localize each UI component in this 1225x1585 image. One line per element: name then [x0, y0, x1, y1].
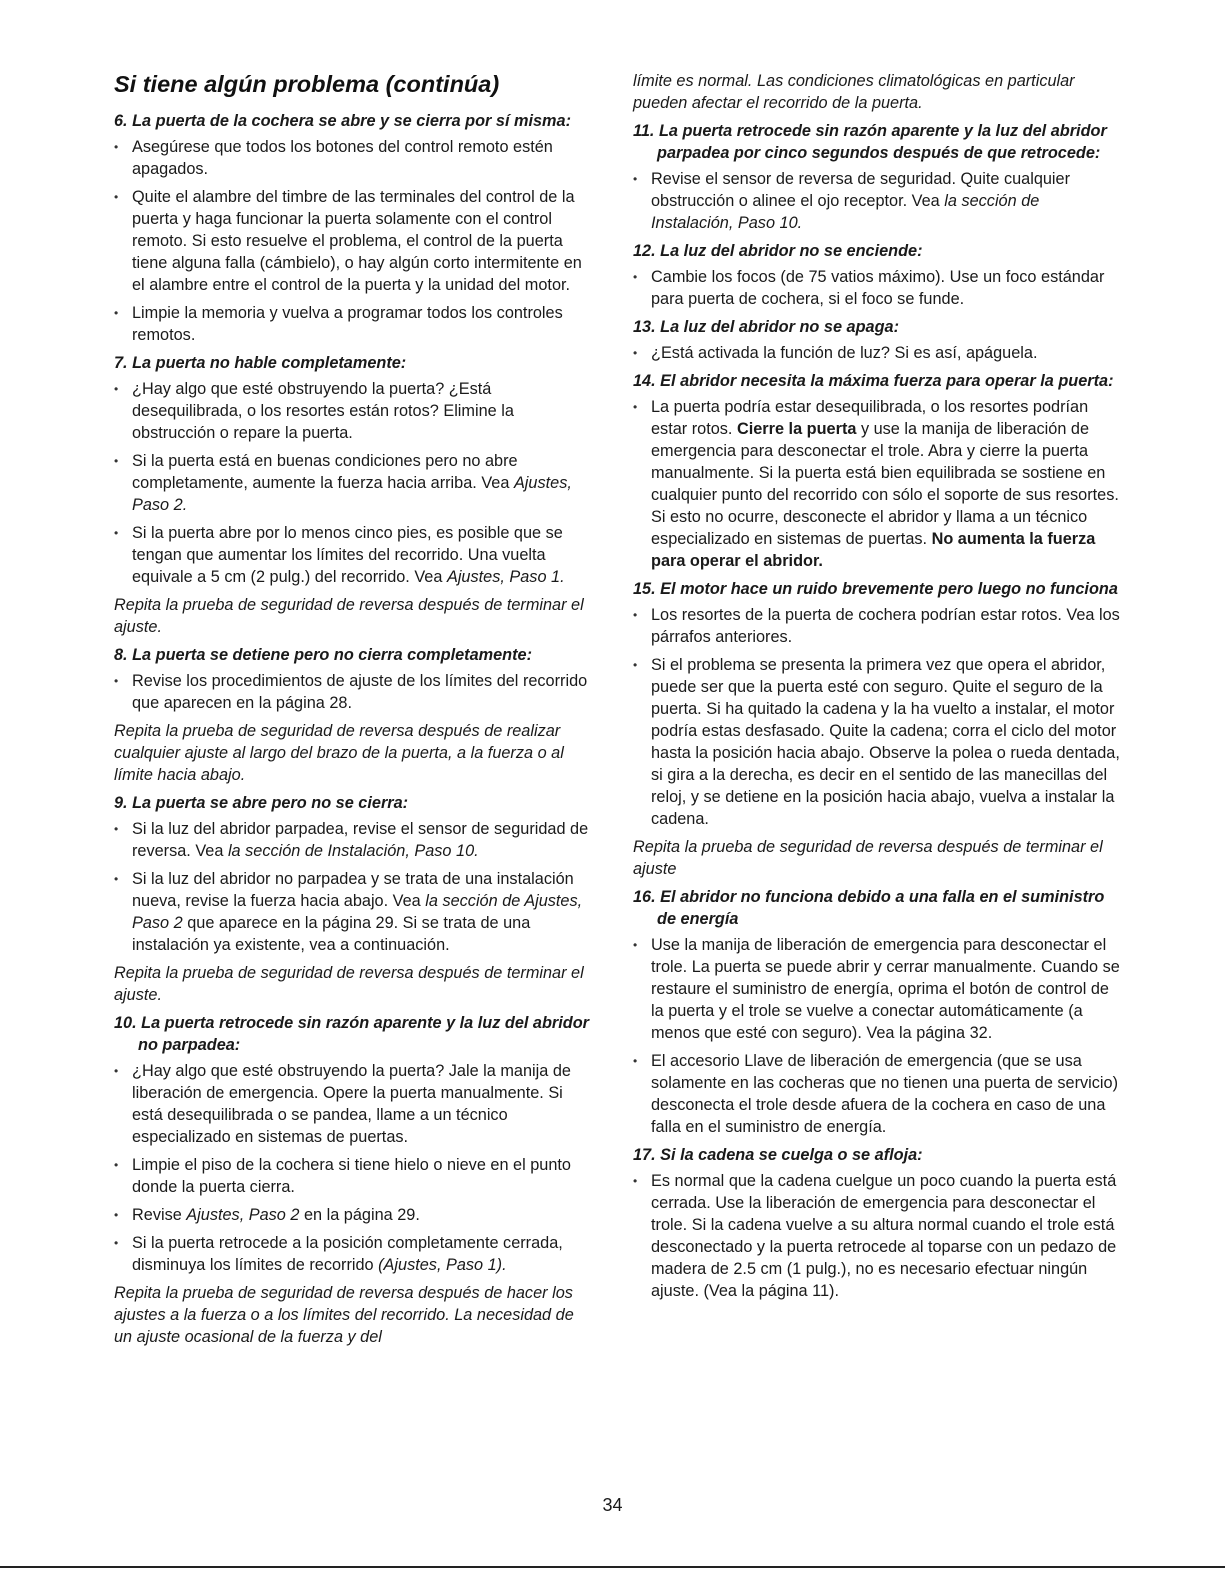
- list-item: [114, 1204, 594, 1226]
- question-7-heading: 7. La puerta no hable completamente:: [114, 354, 407, 372]
- list-item-text: Si la luz del abridor no parpadea y se trata de una instalación nueva, revise la fuerza hacia abajo. Vea: [132, 870, 574, 910]
- question-9-list: [114, 818, 594, 956]
- list-item: • El accesorio Llave de liberación de emergencia (que se usa solamente en las cocheras que no tienen una puerta de servicio) desconecta el trole desde afuera de la cochera en caso de una falla en el suministro de energía.: [633, 1050, 1123, 1138]
- list-item: • Revise los procedimientos de ajuste de los límites del recorrido que aparecen en la página 28.: [114, 670, 594, 714]
- list-item: • Asegúrese que todos los botones del control remoto estén apagados.: [114, 136, 594, 180]
- reference-text: Ajustes, Paso 2: [186, 1206, 300, 1224]
- page-title: Si tiene algún problema (continúa): [114, 71, 500, 97]
- question-11-list: [633, 168, 1123, 234]
- question-16-list: [633, 934, 1123, 1138]
- list-item-text: Si la puerta retrocede a la posición completamente cerrada, disminuya los límites de recorrido: [132, 1234, 563, 1274]
- list-item: • ¿Hay algo que esté obstruyendo la puerta? Jale la manija de liberación de emergencia. Opere la puerta manualmente. Si está desequilibrada o se pandea, llame a un técnico especializado en sistemas de puertas.: [114, 1060, 594, 1148]
- question-13-list: [633, 342, 1123, 364]
- question-6-list: [114, 136, 594, 346]
- left-column: [114, 70, 594, 1354]
- list-item-text: y use la manija de liberación de emergencia para desconectar el trole. Abra y cierre la puerta manualmente. Si la puerta está bien equilibrada se sostiene en cualquier punto del recorrido con sólo el soporte de sus resortes. Si esto no ocurre, desconecte el abridor y llama a un técnico especializado en sistemas de puertas.: [651, 420, 1119, 548]
- question-15-heading: 15. El motor hace un ruido brevemente pero luego no funciona: [633, 580, 1118, 598]
- question-9-heading: 9. La puerta se abre pero no se cierra:: [114, 794, 409, 812]
- question-14-list: [633, 396, 1123, 572]
- list-item-text: Si la luz del abridor parpadea, revise el sensor de seguridad de reversa. Vea: [132, 820, 589, 860]
- reference-text: Ajustes, Paso 1.: [446, 568, 565, 586]
- question-15-list: [633, 604, 1123, 830]
- list-item: [114, 1232, 594, 1276]
- list-item-text: en la página 29.: [299, 1206, 420, 1224]
- list-item: [633, 396, 1123, 572]
- list-item: • Quite el alambre del timbre de las terminales del control de la puerta y haga funcionar la puerta solamente con el control remoto. Si esto resuelve el problema, el control de la puerta tiene alguna falla (cámbielo), o hay algún corto intermitente en el alambre entre el control de la puerta y la unidad del motor.: [114, 186, 594, 296]
- list-item: • Si el problema se presenta la primera vez que opera el abridor, puede ser que la puerta esté con seguro. Quite el seguro de la puerta. Si ha quitado la cadena y la ha vuelto a instalar, el motor podría estas desfasado. Quite la cadena; corra el ciclo del motor hasta la posición hacia abajo. Observe la polea o rueda dentada, si gira a la derecha, es decir en el sentido de las manecillas del reloj, y se detiene en la posición hacia abajo, vuelva a instalar la cadena.: [633, 654, 1123, 830]
- list-item: • Limpie la memoria y vuelva a programar todos los controles remotos.: [114, 302, 594, 346]
- safety-note: Repita la prueba de seguridad de reversa después de terminar el ajuste: [633, 838, 1103, 878]
- list-item-text: Revise el sensor de reversa de seguridad. Quite cualquier obstrucción o alinee el ojo receptor. Vea: [651, 170, 1071, 210]
- question-17-heading: 17. Si la cadena se cuelga o se afloja:: [633, 1146, 923, 1164]
- question-16-heading: 16. El abridor no funciona debido a una falla en el suministro de energía: [633, 888, 1105, 928]
- footer-divider: [0, 1566, 1225, 1568]
- list-item: [114, 522, 594, 588]
- list-item-text: que aparece en la página 29. Si se trata de una instalación ya existente, vea a continuación.: [132, 914, 531, 954]
- list-item-text: Revise: [132, 1206, 187, 1224]
- list-item-text: Si la puerta está en buenas condiciones pero no abre completamente, aumente la fuerza hacia arriba. Vea: [132, 452, 518, 492]
- question-12-list: [633, 266, 1123, 310]
- safety-note: Repita la prueba de seguridad de reversa después de realizar cualquier ajuste al largo del brazo de la puerta, a la fuerza o al límite hacia abajo.: [114, 722, 564, 784]
- reference-text: la sección de Ajustes, Paso 2: [132, 892, 583, 932]
- question-10-heading: 10. La puerta retrocede sin razón aparente y la luz del abridor no parpadea:: [114, 1014, 590, 1054]
- list-item: • Los resortes de la puerta de cochera podrían estar rotos. Vea los párrafos anteriores.: [633, 604, 1123, 648]
- question-8-list: [114, 670, 594, 714]
- question-17-list: [633, 1170, 1123, 1302]
- list-item: [114, 450, 594, 516]
- list-item: • ¿Está activada la función de luz? Si es así, apáguela.: [633, 342, 1123, 364]
- question-14-heading: 14. El abridor necesita la máxima fuerza para operar la puerta:: [633, 372, 1114, 390]
- list-item: • ¿Hay algo que esté obstruyendo la puerta? ¿Está desequilibrada, o los resortes están rotos? Elimine la obstrucción o repare la puerta.: [114, 378, 594, 444]
- emphasis-text: Cierre la puerta: [736, 420, 857, 438]
- list-item: [114, 818, 594, 862]
- safety-note: Repita la prueba de seguridad de reversa después de terminar el ajuste.: [114, 596, 584, 636]
- safety-note: Repita la prueba de seguridad de reversa después de hacer los ajustes a la fuerza o a los límites del recorrido. La necesidad de un ajuste ocasional de la fuerza y del: [114, 1284, 574, 1346]
- list-item-text: La puerta podría estar desequilibrada, o los resortes podrían estar rotos.: [651, 398, 1089, 438]
- reference-text: la sección de Instalación, Paso 10.: [227, 842, 479, 860]
- question-7-list: [114, 378, 594, 588]
- list-item: • Use la manija de liberación de emergencia para desconectar el trole. La puerta se puede abrir y cerrar manualmente. Cuando se restaure el suministro de energía, oprima el botón de control de la puerta y el trole se vuelve a conectar automáticamente (a menos que esté con seguro). Vea la página 32.: [633, 934, 1123, 1044]
- reference-text: Ajustes, Paso 2.: [132, 474, 572, 514]
- list-item: • Limpie el piso de la cochera si tiene hielo o nieve en el punto donde la puerta cierra.: [114, 1154, 594, 1198]
- page-number: 34: [602, 1495, 623, 1515]
- safety-note: Repita la prueba de seguridad de reversa después de terminar el ajuste.: [114, 964, 584, 1004]
- question-12-heading: 12. La luz del abridor no se enciende:: [633, 242, 923, 260]
- question-10-list: [114, 1060, 594, 1276]
- question-6-heading: 6. La puerta de la cochera se abre y se cierra por sí misma:: [114, 112, 572, 130]
- list-item-text: Si la puerta abre por lo menos cinco pies, es posible que se tengan que aumentar los límites del recorrido. Una vuelta equivale a 5 cm (2 pulg.) del recorrido. Vea: [132, 524, 563, 586]
- reference-text: la sección de Instalación, Paso 10.: [651, 192, 1040, 232]
- question-11-heading: 11. La puerta retrocede sin razón aparente y la luz del abridor parpadea por cinco segundos después de que retrocede:: [633, 122, 1107, 162]
- emphasis-text: No aumenta la fuerza para operar el abridor.: [651, 530, 1096, 570]
- reference-text: (Ajustes, Paso 1).: [378, 1256, 507, 1274]
- question-8-heading: 8. La puerta se detiene pero no cierra completamente:: [114, 646, 533, 664]
- list-item: • Es normal que la cadena cuelgue un poco cuando la puerta está cerrada. Use la liberación de emergencia para desconectar el trole. Si la cadena vuelve a su altura normal cuando el trole está desconectado y la puerta retrocede al toparse con un pedazo de madera de 2.5 cm (1 pulg.), no es necesario efectuar ningún ajuste. (Vea la página 11).: [633, 1170, 1123, 1302]
- list-item: [633, 168, 1123, 234]
- continued-note: límite es normal. Las condiciones climatológicas en particular pueden afectar el recorrido de la puerta.: [633, 72, 1075, 112]
- right-column: [633, 70, 1123, 1308]
- list-item: [114, 868, 594, 956]
- list-item: • Cambie los focos (de 75 vatios máximo). Use un foco estándar para puerta de cochera, si el foco se funde.: [633, 266, 1123, 310]
- question-13-heading: 13. La luz del abridor no se apaga:: [633, 318, 899, 336]
